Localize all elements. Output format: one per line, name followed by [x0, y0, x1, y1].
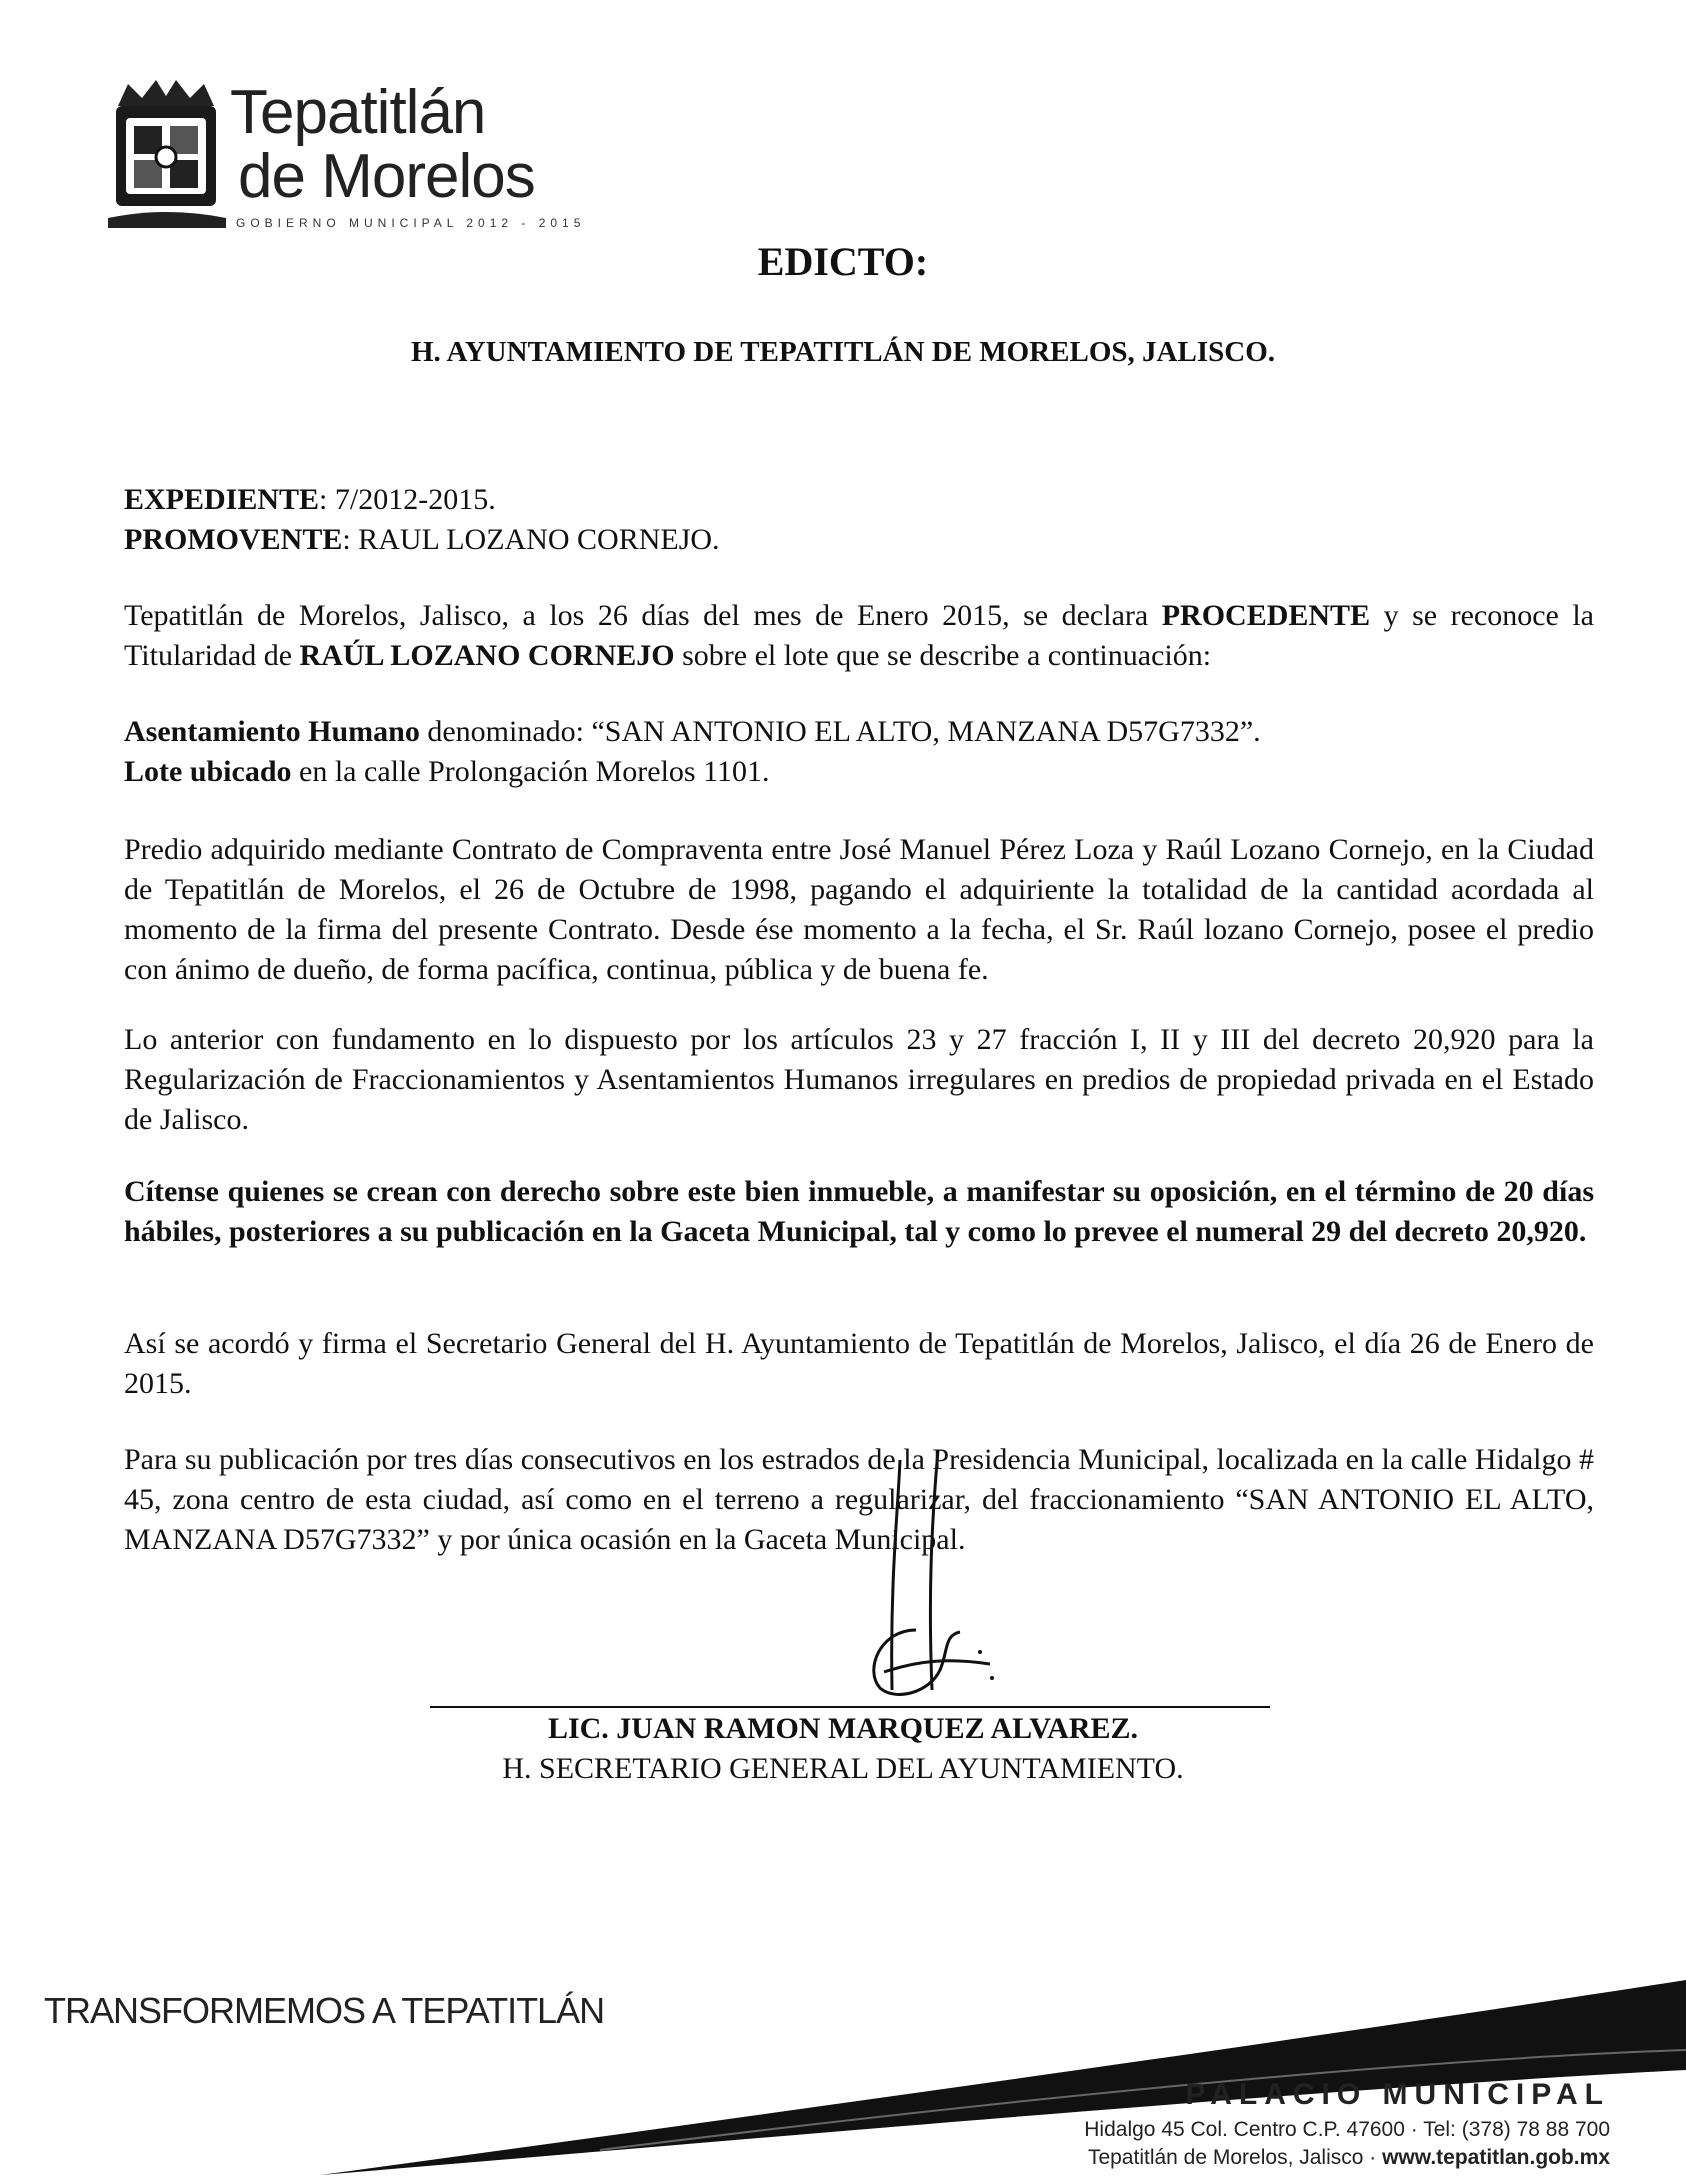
asentamiento-value: denominado: “SAN ANTONIO EL ALTO, MANZANA D57G7332”. — [419, 715, 1261, 748]
asentamiento-line — [124, 712, 1594, 752]
paragraph-agreement: Así se acordó y firma el Secretario General del H. Ayuntamiento de Tepatitlán de Morelos, Jalisco, el día 26 de Enero de 2015. — [124, 1327, 1594, 1400]
document-title: EDICTO: — [757, 239, 929, 284]
footer-website-link[interactable]: www.tepatitlan.gob.mx — [1382, 2146, 1610, 2169]
signer-name: LIC. JUAN RAMON MARQUEZ ALVAREZ. — [547, 1712, 1139, 1745]
logo-subtitle: GOBIERNO MUNICIPAL 2012 - 2015 — [236, 216, 586, 230]
expediente-value: : 7/2012-2015. — [319, 483, 496, 516]
lote-label: Lote ubicado — [124, 755, 292, 788]
paragraph-summons: Cítense quienes se crean con derecho sobre este bien inmueble, a manifestar su oposición, en el término de 20 días hábiles, posteriores a su publicación en la Gaceta Municipal, tal y como lo prevee el numeral 29 del decreto 20,920. — [124, 1175, 1594, 1248]
expediente-label: EXPEDIENTE — [124, 483, 320, 516]
paragraph-declaration — [124, 596, 1594, 676]
p1-bold-procedente: PROCEDENTE — [1161, 599, 1371, 632]
lote-line — [124, 752, 1594, 792]
paragraph-lot-info — [124, 712, 1594, 792]
logo-line2: de Morelos — [238, 142, 535, 211]
asentamiento-label: Asentamiento Humano — [124, 715, 420, 748]
p1-text-1: Tepatitlán de Morelos, Jalisco, a los 26 días del mes de Enero 2015, se declara — [124, 599, 1162, 632]
p1-text-3: sobre el lote que se describe a continuación: — [674, 639, 1212, 672]
paragraph-publication: Para su publicación por tres días consecutivos en los estrados de la Presidencia Municipal, localizada en la calle Hidalgo # 45, zona centro de esta ciudad, así como en el terreno a regularizar, del fraccionamiento “SAN ANTONIO EL ALTO, MANZANA D57G7332” y por única ocasión en la Gaceta Municipal. — [124, 1443, 1594, 1556]
municipal-crest-icon — [108, 78, 226, 228]
municipal-logo — [108, 78, 608, 238]
footer-city-website — [900, 2146, 1610, 2170]
footer-address: Hidalgo 45 Col. Centro C.P. 47600 · Tel: (378) 78 88 700 — [1084, 2118, 1610, 2141]
signature-line — [430, 1706, 1270, 1708]
paragraph-legal-basis: Lo anterior con fundamento en lo dispuesto por los artículos 23 y 27 fracción I, II y III del decreto 20,920 para la Regularización de Fraccionamientos y Asentamientos Humanos irregulares en predios de propiedad privada en el Estado de Jalisco. — [124, 1023, 1594, 1136]
promovente-value: : RAUL LOZANO CORNEJO. — [342, 523, 720, 556]
handwritten-signature — [820, 1420, 1020, 1700]
p1-bold-name: RAÚL LOZANO CORNEJO — [299, 639, 675, 672]
promovente-line — [124, 520, 1594, 560]
signer-role: H. SECRETARIO GENERAL DEL AYUNTAMIENTO. — [502, 1752, 1184, 1785]
footer-slogan: TRANSFORMEMOS A TEPATITLÁN — [44, 1990, 605, 2031]
expediente-line — [124, 480, 1594, 520]
footer-city: Tepatitlán de Morelos, Jalisco · — [1087, 2146, 1383, 2169]
paragraph-contract: Predio adquirido mediante Contrato de Compraventa entre José Manuel Pérez Loza y Raúl Lozano Cornejo, en la Ciudad de Tepatitlán de Morelos, el 26 de Octubre de 1998, pagando el adquiriente la totalidad de la cantidad acordada al momento de la firma del presente Contrato. Desde ése momento a la fecha, el Sr. Raúl lozano Cornejo, posee el predio con ánimo de dueño, de forma pacífica, continua, pública y de buena fe. — [124, 833, 1594, 986]
footer-palacio: PALACIO MUNICIPAL — [1185, 2078, 1610, 2111]
document-subtitle: H. AYUNTAMIENTO DE TEPATITLÁN DE MORELOS, JALISCO. — [411, 336, 1275, 368]
lote-value: en la calle Prolongación Morelos 1101. — [291, 755, 770, 788]
p1-text-2: y se reconoce la Titularidad de — [124, 599, 1594, 672]
logo-line1: Tepatitlán — [230, 78, 486, 147]
promovente-label: PROMOVENTE — [124, 523, 343, 556]
